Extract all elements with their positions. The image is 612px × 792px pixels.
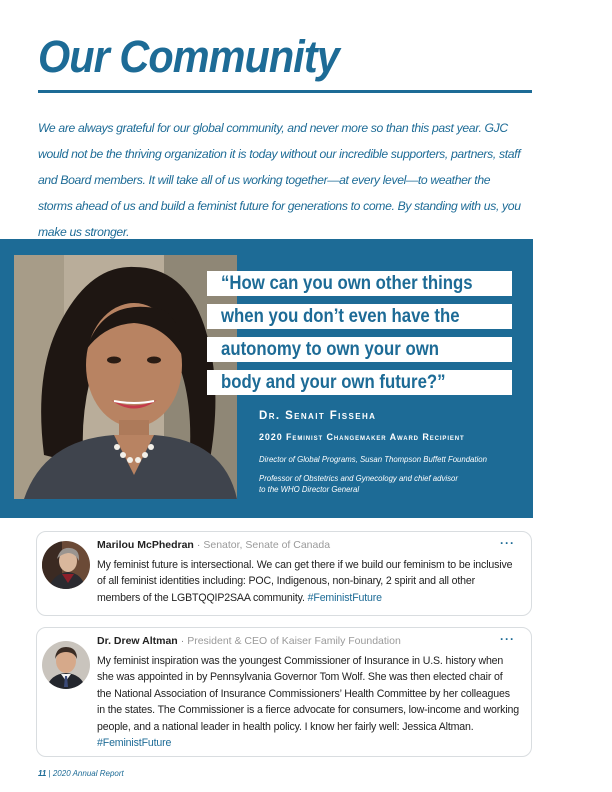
quote-line: “How can you own other things: [207, 271, 512, 296]
speaker-portrait: [14, 255, 237, 499]
speaker-award: 2020 Feminist Changemaker Award Recipient: [259, 432, 465, 442]
quote-line: when you don’t even have the: [207, 304, 512, 329]
post-text: [97, 557, 519, 606]
quote-line: autonomy to own your own: [207, 337, 512, 362]
post-body: My feminist inspiration was the youngest Commissioner of Insurance in U.S. history when she was appointed in by Pennsylvania Governor Tom Wolf. She was then elected chair of the National Association of Insurance Commissioners’ Health Committee by her colleagues in the states. The Commissioner is a fierce advocate for consumers, low-income and working people, and a national leader in health policy. I know her fairly well: Jessica Altman.: [97, 655, 520, 733]
post-separator: ·: [196, 539, 201, 551]
post-card: [36, 627, 532, 757]
quote-line: body and your own future?”: [207, 370, 512, 395]
post-card: [36, 531, 532, 616]
page-number: 11: [38, 769, 47, 778]
page-title: Our Community: [38, 31, 339, 82]
pull-quote: [207, 271, 512, 403]
more-options-icon[interactable]: ···: [500, 536, 515, 550]
speaker-role-secondary-1: Professor of Obstetrics and Gynecology and chief advisor: [259, 474, 458, 483]
footer-divider: |: [48, 769, 51, 778]
post-header: [97, 635, 401, 647]
footer-label: 2020 Annual Report: [52, 769, 124, 778]
post-handle: Senator, Senate of Canada: [203, 539, 331, 551]
post-author[interactable]: Marilou McPhedran: [97, 539, 194, 551]
speaker-role-secondary-2: to the WHO Director General: [259, 485, 360, 494]
post-handle: President & CEO of Kaiser Family Foundation: [187, 635, 401, 647]
more-options-icon[interactable]: ···: [500, 632, 515, 646]
speaker-role-primary: Director of Global Programs, Susan Thompson Buffett Foundation: [259, 455, 487, 464]
avatar: [42, 641, 90, 689]
post-hashtag[interactable]: #FeministFuture: [97, 737, 172, 750]
post-header: [97, 539, 330, 551]
post-body: My feminist future is intersectional. We can get there if we build our feminism to be inclusive of all feminist identities including: POC, Indigenous, non-binary, 2 spirit and all other members of the LGBTQQIP2SAA community.: [97, 559, 513, 604]
post-hashtag[interactable]: #FeministFuture: [307, 591, 382, 604]
post-text: [97, 653, 519, 751]
intro-paragraph: We are always grateful for our global community, and never more so than this past year. GJC would not be the thriving organization it is today without our incredible supporters, partners, staff and Board members. It will take all of us working together—at every level—to weather the storms ahead of us and build a feminist future for generations to come. By standing with us, you make us stronger.: [38, 121, 521, 239]
speaker-name: Dr. Senait Fisseha: [259, 410, 377, 422]
post-author[interactable]: Dr. Drew Altman: [97, 635, 178, 647]
post-separator: ·: [180, 635, 185, 647]
avatar: [42, 541, 90, 589]
page-footer: [38, 769, 124, 778]
title-underline: [38, 90, 532, 93]
